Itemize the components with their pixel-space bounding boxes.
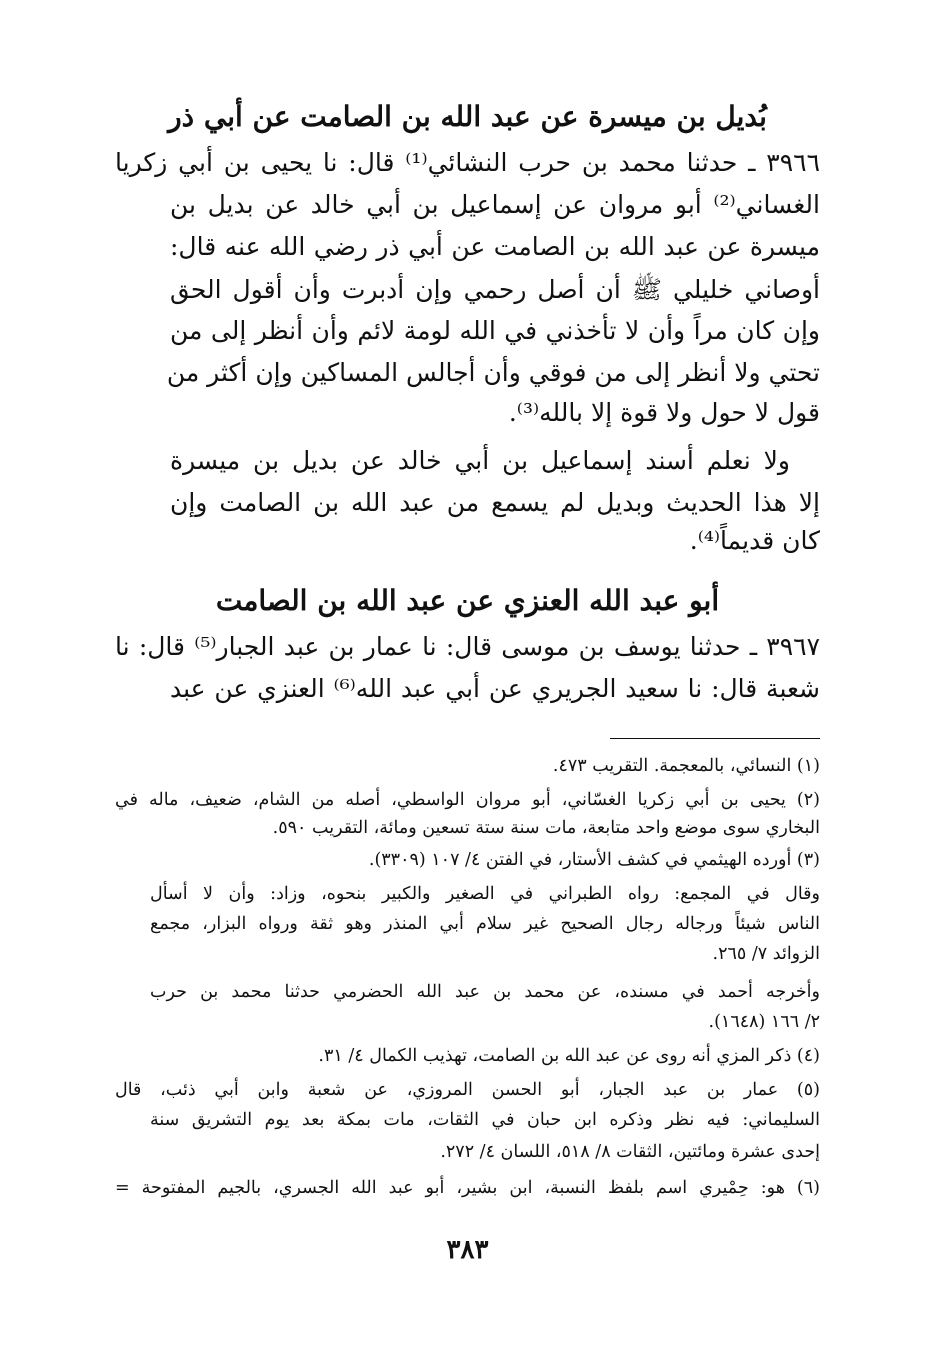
hadith-3967-line-1: ٣٩٦٧ ـ حدثنا يوسف بن موسى قال: نا عمار بن عبد الجبار⁽⁵⁾ قال: نا <box>115 632 820 661</box>
footnote-2-line-1: (٢) يحيى بن أبي زكريا الغسّاني، أبو مروان الواسطي، أصله من الشام، ضعيف، ماله في <box>115 790 820 810</box>
footnote-1: (١) النسائي، بالمعجمة. التقريب ٤٧٣. <box>552 756 820 776</box>
comment-3966-line-3: كان قديماً⁽⁴⁾. <box>689 526 820 555</box>
footnote-separator <box>610 738 820 739</box>
hadith-3966-line-2: الغساني⁽²⁾ أبو مروان عن إسماعيل بن أبي خالد عن بديل بن <box>170 190 820 219</box>
hadith-3966-line-7: قول لا حول ولا قوة إلا بالله⁽³⁾. <box>508 398 820 427</box>
page-number: ٣٨٣ <box>446 1235 489 1265</box>
hadith-3966-line-3: ميسرة عن عبد الله بن الصامت عن أبي ذر رضي الله عنه قال: <box>170 232 820 261</box>
footnote-5-line-2: السليماني: فيه نظر وذكره ابن حبان في الثقات، مات بمكة بعد يوم التشريق سنة <box>150 1110 820 1130</box>
section-heading-1: بُديل بن ميسرة عن عبد الله بن الصامت عن أبي ذر <box>168 100 767 133</box>
comment-3966-line-1: ولا نعلم أسند إسماعيل بن أبي خالد عن بديل بن ميسرة <box>170 446 790 475</box>
hadith-3966-line-4: أوصاني خليلي ﷺ أن أصل رحمي وإن أدبرت وأن أقول الحق <box>170 275 820 304</box>
footnote-5-line-3: إحدى عشرة ومائتين، الثقات ٨/ ٥١٨، اللسان ٤/ ٢٧٢. <box>440 1142 820 1162</box>
hadith-3966-line-1: ٣٩٦٦ ـ حدثنا محمد بن حرب النشائي⁽¹⁾ قال: نا يحيى بن أبي زكريا <box>115 148 820 177</box>
footnote-4: (٤) ذكر المزي أنه روى عن عبد الله بن الصامت، تهذيب الكمال ٤/ ٣١. <box>318 1046 820 1066</box>
comment-3966-line-2: إلا هذا الحديث وبديل لم يسمع من عبد الله بن الصامت وإن <box>170 488 820 517</box>
footnote-2-line-2: البخاري سوى موضع واحد متابعة، مات سنة ستة تسعين ومائة، التقريب ٥٩٠. <box>272 818 820 838</box>
footnote-6: (٦) هو: حِمْيري اسم بلفظ النسبة، ابن بشير، أبو عبد الله الجسري، بالجيم المفتوحة = <box>115 1178 820 1198</box>
hadith-3967-line-2: شعبة قال: نا سعيد الجريري عن أبي عبد الله⁽⁶⁾ العنزي عن عبد <box>170 674 820 703</box>
hadith-3966-line-5: وإن كان مراً وأن لا تأخذني في الله لومة لائم وأن أنظر إلى من <box>170 316 820 345</box>
footnote-5-line-1: (٥) عمار بن عبد الجبار، أبو الحسن المروزي، عن شعبة وابن أبي ذئب، قال <box>115 1080 820 1100</box>
footnote-3-line-1: (٣) أورده الهيثمي في كشف الأستار، في الفتن ٤/ ١٠٧ (٣٣٠٩). <box>368 850 820 870</box>
footnote-3-line-4: الزوائد ٧/ ٢٦٥. <box>712 944 820 964</box>
section-heading-2: أبو عبد الله العنزي عن عبد الله بن الصامت <box>215 584 720 617</box>
footnote-3-line-3: الناس شيئاً ورجاله رجال الصحيح غير سلام أبي المنذر وهو ثقة ورواه البزار، مجمع <box>150 914 820 934</box>
hadith-3966-line-6: تحتي ولا أنظر إلى من فوقي وأن أجالس المساكين وإن أكثر من <box>166 358 820 387</box>
footnote-3-line-6: ٢/ ١٦٦ (١٦٤٨). <box>708 1012 820 1032</box>
footnote-3-line-5: وأخرجه أحمد في مسنده، عن محمد بن عبد الله الحضرمي حدثنا محمد بن حرب <box>150 982 820 1002</box>
footnote-3-line-2: وقال في المجمع: رواه الطبراني في الصغير والكبير بنحوه، وزاد: وأن لا أسأل <box>150 884 820 904</box>
